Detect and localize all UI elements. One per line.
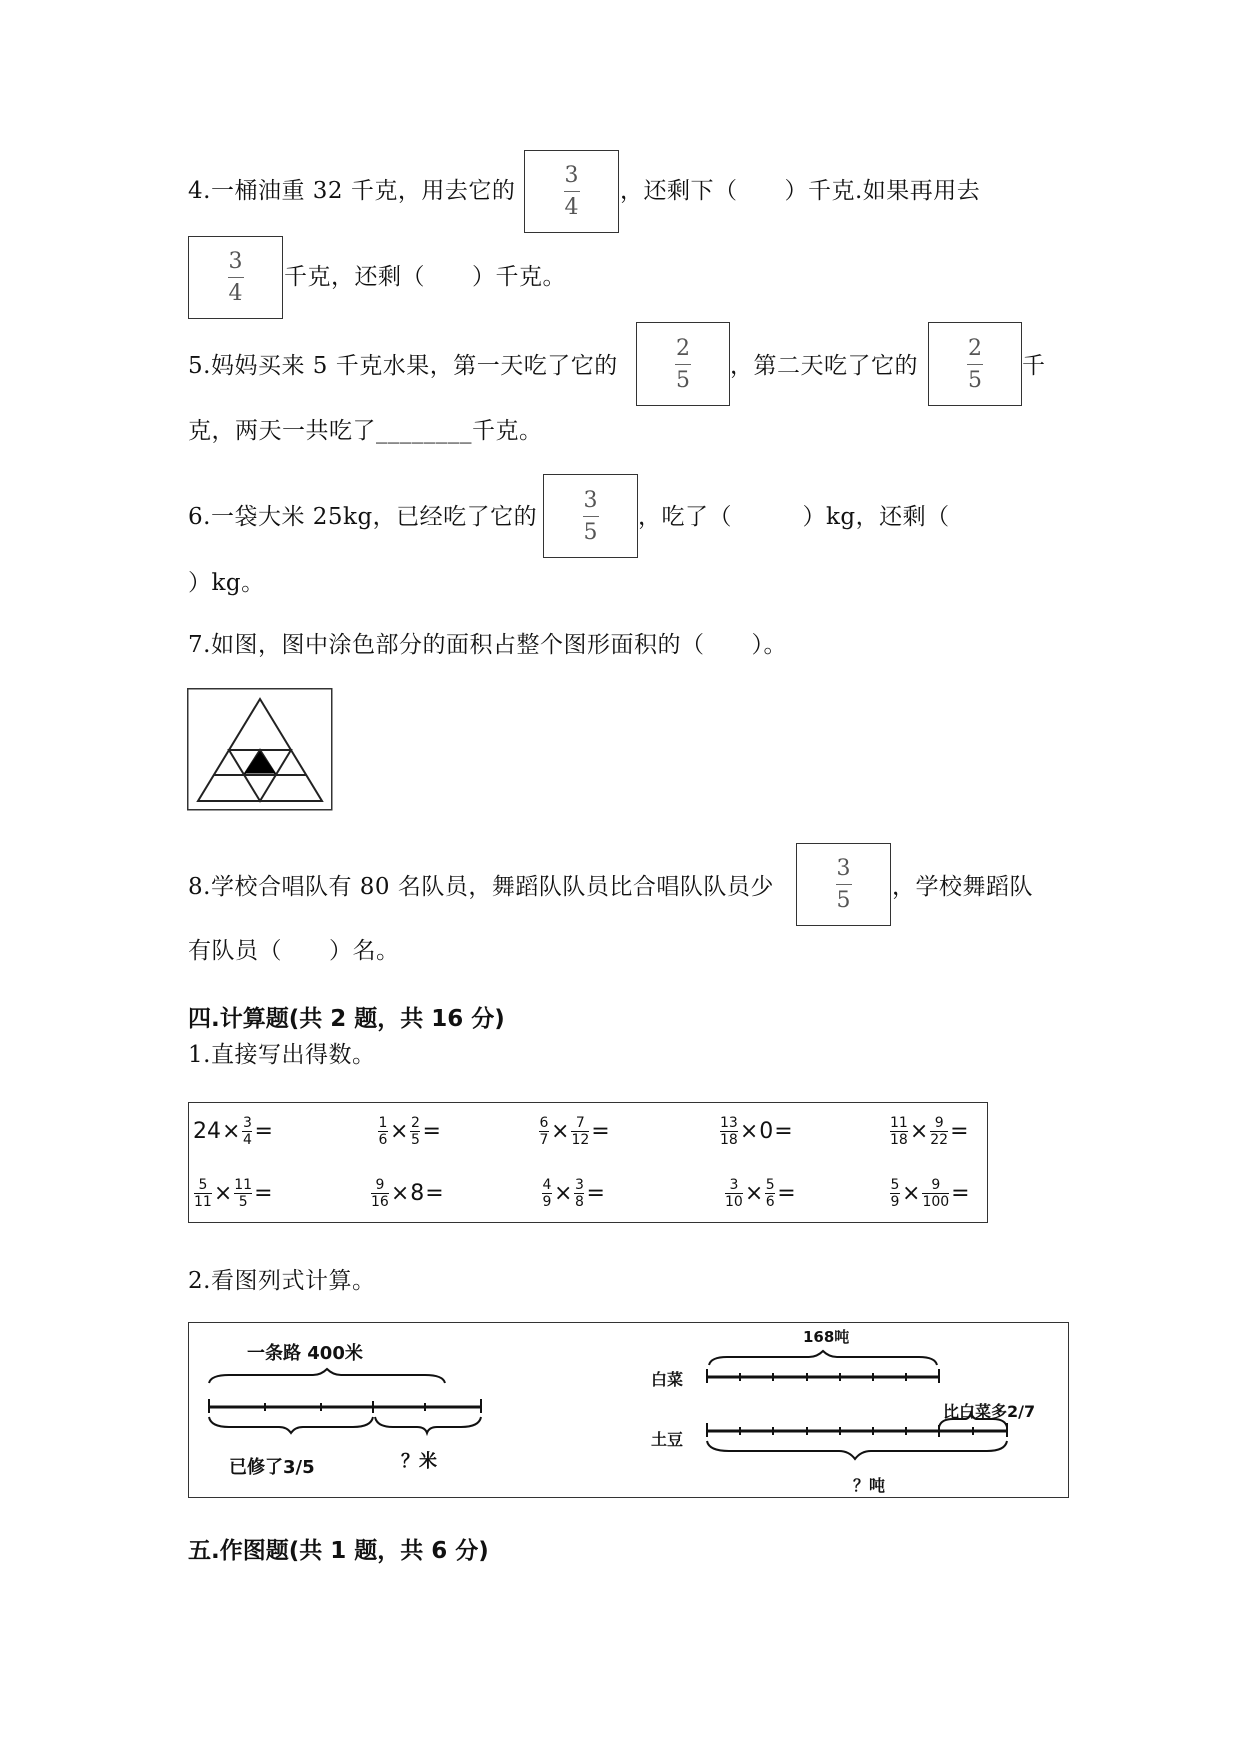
equals-sign: = bbox=[950, 1118, 969, 1144]
fraction: 2 5 bbox=[410, 1114, 420, 1148]
calc-item bbox=[719, 1107, 794, 1155]
times-sign: × bbox=[390, 1118, 409, 1144]
q6-fraction-box bbox=[543, 474, 638, 558]
calc-item bbox=[541, 1169, 606, 1217]
q6-line1-a: 6.一袋大米 25kg，已经吃了它的 bbox=[188, 504, 538, 530]
fraction: 1 6 bbox=[378, 1114, 388, 1148]
calc-item bbox=[724, 1169, 797, 1217]
potato-label: 土豆 bbox=[651, 1430, 684, 1449]
repaired-label: 已修了3/5 bbox=[229, 1457, 315, 1478]
section5-title: 五.作图题(共 1 题，共 6 分) bbox=[188, 1538, 489, 1564]
q8-line1-b: ，学校舞蹈队 bbox=[892, 874, 1033, 900]
fraction: 5 6 bbox=[765, 1176, 775, 1210]
fraction-numerator: 3 bbox=[583, 487, 598, 513]
times-sign: × bbox=[222, 1118, 241, 1144]
equals-sign: = bbox=[422, 1118, 441, 1144]
fraction-denominator: 4 bbox=[564, 195, 579, 220]
total-tons-label: 168吨 bbox=[803, 1328, 850, 1346]
segment-diagrams bbox=[189, 1323, 1068, 1497]
calc-item bbox=[377, 1107, 442, 1155]
fraction-bar bbox=[836, 884, 852, 885]
equals-sign: = bbox=[951, 1180, 970, 1206]
q5-line2: 克，两天一共吃了________千克。 bbox=[188, 418, 543, 444]
q7-text: 7.如图，图中涂色部分的面积占整个图形面积的（ ）。 bbox=[188, 632, 787, 658]
fraction: 5 11 bbox=[194, 1176, 212, 1210]
fraction: 4 9 bbox=[542, 1176, 552, 1210]
fraction-denominator: 5 bbox=[836, 888, 851, 913]
fraction-denominator: 5 bbox=[676, 367, 690, 393]
fraction-denominator: 5 bbox=[968, 367, 982, 393]
q8-fraction-box bbox=[796, 843, 891, 926]
fraction-denominator: 5 bbox=[583, 519, 598, 545]
fraction: 9 22 bbox=[930, 1114, 949, 1148]
calc-item bbox=[538, 1107, 611, 1155]
times-sign: × bbox=[909, 1118, 929, 1144]
times-sign: × bbox=[739, 1118, 759, 1144]
fraction: 3 4 bbox=[242, 1114, 252, 1148]
times-sign: × bbox=[554, 1180, 573, 1206]
fraction: 7 12 bbox=[571, 1114, 590, 1148]
fraction-bar bbox=[967, 364, 983, 365]
q4-fraction-box-2 bbox=[188, 236, 283, 319]
fraction: 11 18 bbox=[890, 1114, 908, 1148]
whole-number: 24 bbox=[193, 1118, 221, 1144]
unknown-tons-label: ？吨 bbox=[853, 1476, 886, 1495]
fraction-numerator: 3 bbox=[564, 163, 579, 188]
fraction-bar bbox=[583, 516, 599, 517]
calc-item bbox=[193, 1169, 274, 1217]
more-than-cabbage-label: 比白菜多2/7 bbox=[943, 1402, 1036, 1421]
calc-item bbox=[370, 1169, 445, 1217]
unknown-meters-label: ？米 bbox=[401, 1451, 437, 1472]
section4-q2: 2.看图列式计算。 bbox=[188, 1268, 376, 1294]
calc-item bbox=[889, 1169, 971, 1217]
times-sign: × bbox=[902, 1180, 921, 1206]
times-sign: × bbox=[390, 1180, 410, 1206]
equals-sign: = bbox=[425, 1180, 444, 1206]
q8-line2: 有队员（ ）名。 bbox=[188, 938, 400, 964]
q4-fraction-box-1 bbox=[524, 150, 619, 233]
equals-sign: = bbox=[774, 1118, 793, 1144]
equals-sign: = bbox=[254, 1180, 273, 1206]
q8-line1-a: 8.学校合唱队有 80 名队员，舞蹈队队员比合唱队队员少 bbox=[188, 874, 774, 900]
fraction: 9 16 bbox=[371, 1176, 389, 1210]
equals-sign: = bbox=[586, 1180, 605, 1206]
fraction-numerator: 2 bbox=[968, 335, 982, 361]
q5-line1-a: 5.妈妈买来 5 千克水果，第一天吃了它的 bbox=[188, 353, 618, 379]
times-sign: × bbox=[551, 1118, 570, 1144]
q5-fraction-box-2 bbox=[928, 322, 1022, 406]
calc-table bbox=[188, 1102, 988, 1223]
q4-line1-b: ，还剩下（ ）千克.如果再用去 bbox=[620, 178, 981, 204]
fraction: 6 7 bbox=[539, 1114, 549, 1148]
fraction-bar bbox=[675, 364, 691, 365]
equals-sign: = bbox=[254, 1118, 273, 1144]
fraction: 3 10 bbox=[725, 1176, 743, 1210]
q6-line2: ）kg。 bbox=[188, 570, 265, 596]
equals-sign: = bbox=[591, 1118, 610, 1144]
q5-fraction-box-1 bbox=[636, 322, 730, 406]
q4-line2-a: 千克，还剩（ ）千克。 bbox=[284, 264, 566, 290]
q7-triangle-figure bbox=[187, 688, 333, 811]
times-sign: × bbox=[744, 1180, 764, 1206]
q6-line1-b: ，吃了（ ）kg，还剩（ bbox=[638, 504, 950, 530]
times-sign: × bbox=[213, 1180, 233, 1206]
fraction-denominator: 4 bbox=[228, 281, 243, 306]
section4-title: 四.计算题(共 2 题，共 16 分) bbox=[188, 1006, 505, 1032]
whole-number: 0 bbox=[759, 1118, 774, 1144]
fraction-numerator: 3 bbox=[836, 856, 851, 881]
calc-item bbox=[889, 1107, 970, 1155]
fraction-bar bbox=[228, 277, 244, 278]
word-problem-diagram bbox=[188, 1322, 1069, 1498]
q4-line1-a: 4.一桶油重 32 千克，用去它的 bbox=[188, 178, 516, 204]
fraction: 13 18 bbox=[720, 1114, 738, 1148]
section4-q1: 1.直接写出得数。 bbox=[188, 1042, 376, 1068]
calc-item bbox=[193, 1107, 274, 1155]
cabbage-label: 白菜 bbox=[651, 1370, 684, 1389]
q5-line1-c: 千 bbox=[1022, 353, 1046, 379]
fraction: 3 8 bbox=[574, 1176, 584, 1210]
fraction: 11 5 bbox=[234, 1176, 253, 1210]
q5-line1-b: ，第二天吃了它的 bbox=[730, 353, 918, 379]
road-length-label: 一条路 400米 bbox=[247, 1343, 363, 1364]
fraction-numerator: 3 bbox=[228, 249, 243, 274]
fraction: 5 9 bbox=[890, 1176, 900, 1210]
fraction-bar bbox=[564, 191, 580, 192]
whole-number: 8 bbox=[410, 1180, 425, 1206]
equals-sign: = bbox=[777, 1180, 796, 1206]
fraction-numerator: 2 bbox=[676, 335, 690, 361]
fraction: 9 100 bbox=[922, 1176, 950, 1210]
